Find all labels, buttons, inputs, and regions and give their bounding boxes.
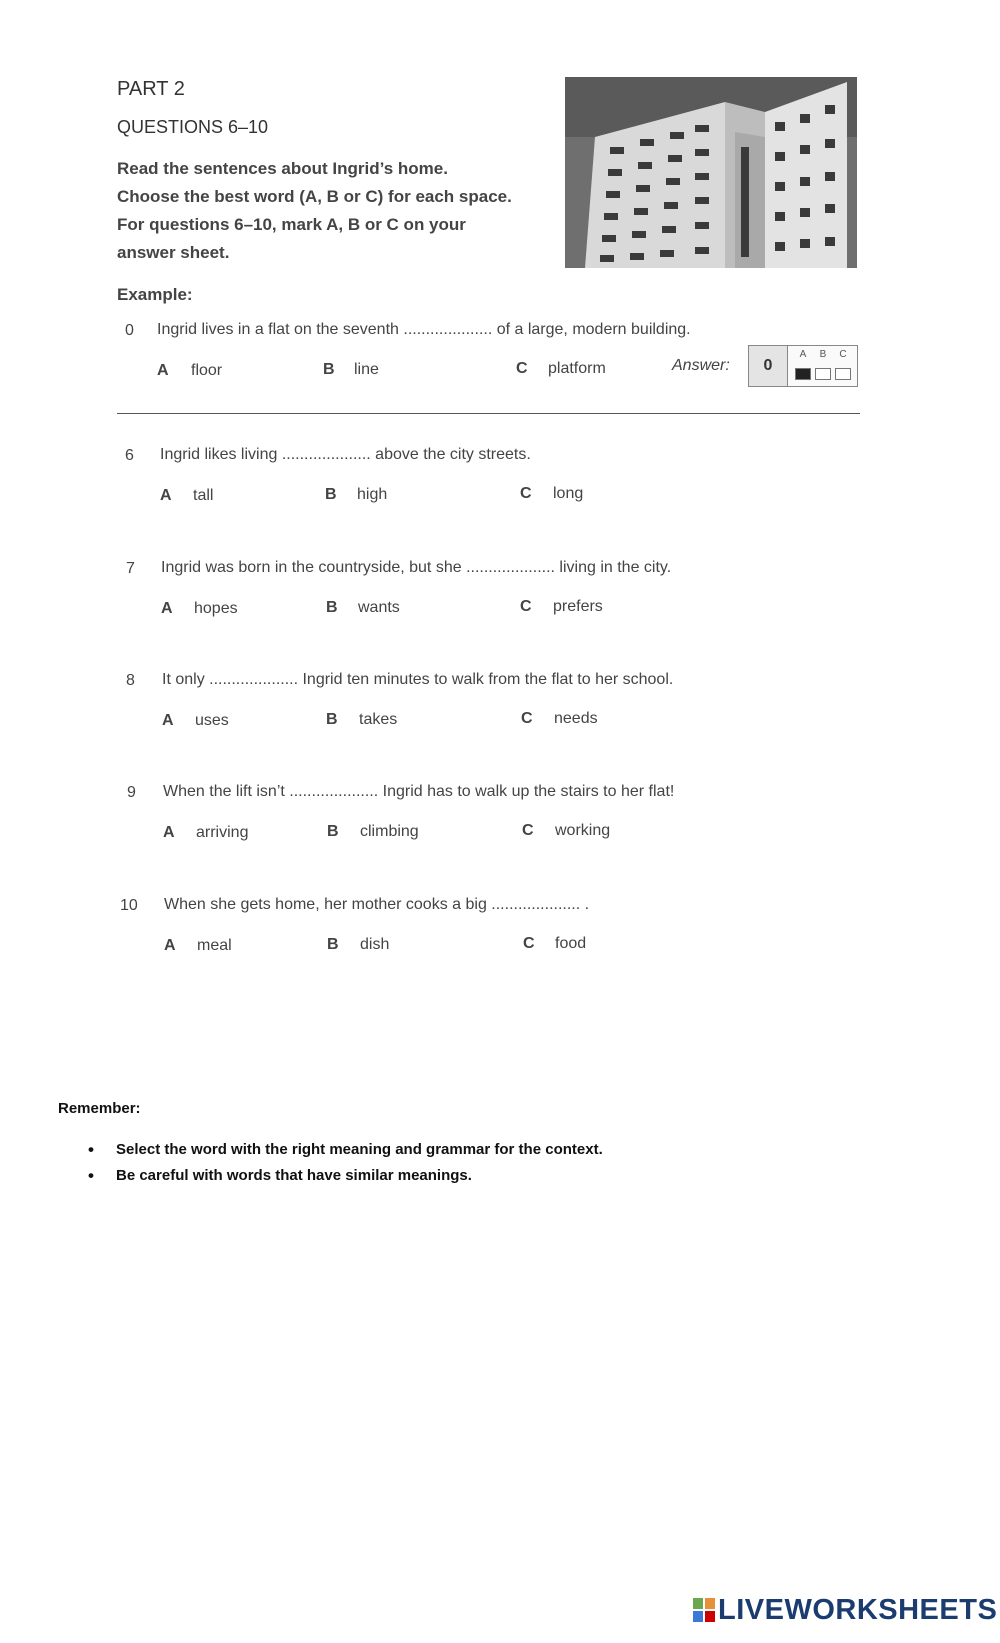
answer-grid-letters (793, 349, 853, 360)
question-sentence: Ingrid likes living .................... above the city streets. (160, 446, 531, 463)
answer-bubble-b (815, 368, 831, 380)
example-number: 0 (125, 322, 134, 339)
question-sentence: It only .................... Ingrid ten minutes to walk from the flat to her school. (162, 671, 674, 688)
option-word[interactable]: wants (358, 599, 400, 616)
liveworksheets-icon (693, 1596, 715, 1624)
option-letter: C (520, 485, 532, 502)
example-option-word: line (354, 361, 379, 378)
option-word[interactable]: meal (197, 937, 232, 954)
question-number: 6 (125, 447, 134, 464)
option-word[interactable]: arriving (196, 824, 249, 841)
option-letter: C (520, 598, 532, 615)
option-letter: B (327, 823, 339, 840)
tips-list (88, 1137, 603, 1189)
option-word[interactable]: climbing (360, 823, 419, 840)
option-word[interactable]: needs (554, 710, 598, 727)
option-word[interactable]: tall (193, 487, 214, 504)
option-word[interactable]: working (555, 822, 611, 839)
questions-range-title: QUESTIONS 6–10 (117, 117, 269, 137)
example-option-letter: C (516, 360, 528, 377)
question-number: 10 (120, 897, 138, 914)
option-letter: A (162, 712, 174, 729)
tower-block-photo (565, 77, 857, 268)
tip-item: • Be careful with words that have similar meanings. (88, 1163, 603, 1189)
question-number: 9 (127, 784, 136, 801)
example-sentence: Ingrid lives in a flat on the seventh .................... of a large, modern building. (157, 321, 691, 338)
instruction-line: answer sheet. (117, 243, 230, 262)
option-word[interactable]: uses (195, 712, 229, 729)
example-option-word: floor (191, 362, 223, 379)
answer-grid-letter: B (819, 349, 827, 360)
option-word[interactable]: prefers (553, 598, 603, 615)
option-letter: B (327, 936, 339, 953)
answer-grid (748, 345, 858, 387)
option-letter: B (326, 711, 338, 728)
answer-bubble-c (835, 368, 851, 380)
divider (117, 413, 860, 414)
answer-grid-letter: C (839, 349, 847, 360)
question-sentence: When the lift isn’t .................... Ingrid has to walk up the stairs to her flat! (163, 783, 675, 800)
example-option-word: platform (548, 360, 606, 377)
remember-title: Remember: (58, 1100, 141, 1117)
instructions (117, 155, 537, 267)
option-letter: A (160, 487, 172, 504)
question-number: 7 (126, 560, 135, 577)
question-number: 8 (126, 672, 135, 689)
option-word[interactable]: high (357, 486, 388, 503)
option-letter: B (326, 599, 338, 616)
option-letter: C (523, 935, 535, 952)
instruction-line: Read the sentences about Ingrid’s home. (117, 159, 448, 178)
option-word[interactable]: dish (360, 936, 390, 953)
option-word[interactable]: takes (359, 711, 398, 728)
option-word[interactable]: food (555, 935, 587, 952)
instruction-line: For questions 6–10, mark A, B or C on your (117, 215, 466, 234)
option-word[interactable]: hopes (194, 600, 238, 617)
option-letter: C (522, 822, 534, 839)
liveworksheets-logo (693, 1593, 997, 1627)
answer-label: Answer: (672, 357, 730, 374)
question-sentence: Ingrid was born in the countryside, but she .................... living in the city. (161, 559, 672, 576)
option-letter: C (521, 710, 533, 727)
question-sentence: When she gets home, her mother cooks a big .................... . (164, 896, 590, 913)
answer-grid-letter: A (799, 349, 807, 360)
answer-grid-number: 0 (749, 346, 788, 386)
option-letter: B (325, 486, 337, 503)
example-label: Example: (117, 285, 193, 304)
example-option-letter: B (323, 361, 335, 378)
option-letter: A (163, 824, 175, 841)
example-option-letter: A (157, 362, 169, 379)
instruction-line: Choose the best word (A, B or C) for each space. (117, 187, 512, 206)
tip-item: • Select the word with the right meaning and grammar for the context. (88, 1137, 603, 1163)
option-word[interactable]: long (553, 485, 584, 502)
part-title: PART 2 (117, 78, 185, 100)
option-letter: A (161, 600, 173, 617)
answer-bubble-a (795, 368, 811, 380)
option-letter: A (164, 937, 176, 954)
brand-text: LIVEWORKSHEETS (718, 1593, 998, 1626)
